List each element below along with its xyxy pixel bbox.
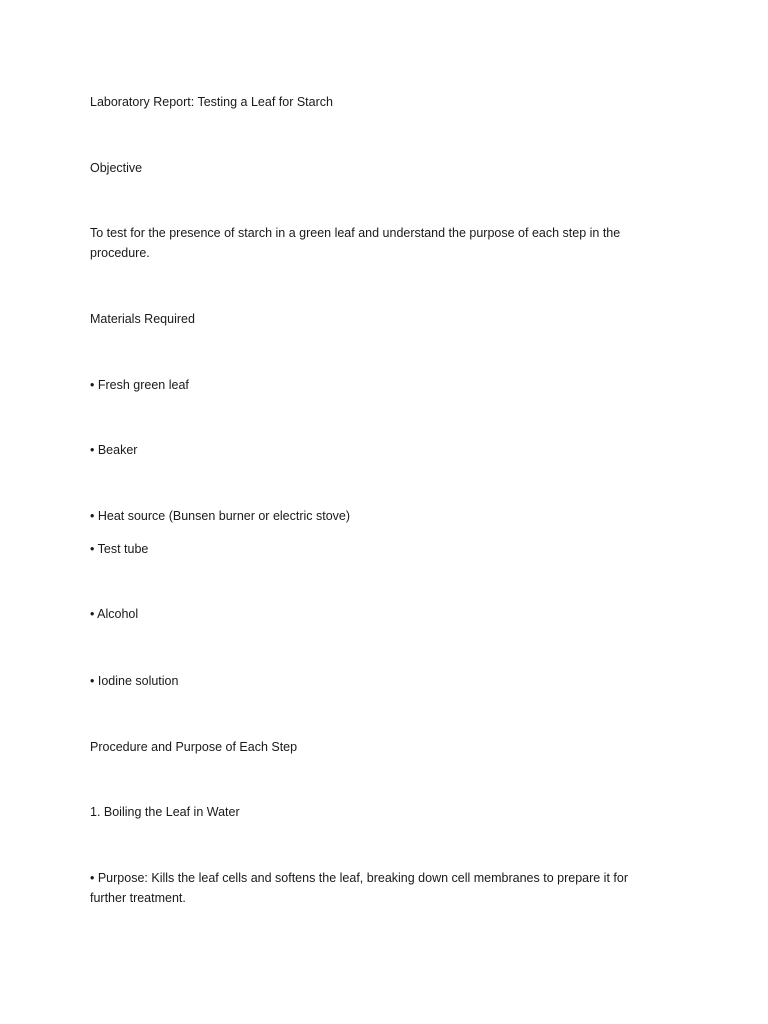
procedure-heading: Procedure and Purpose of Each Step <box>90 740 298 754</box>
material-item: • Heat source (Bunsen burner or electric stove) <box>90 509 351 523</box>
document-title: Laboratory Report: Testing a Leaf for Starch <box>90 95 333 109</box>
material-item: • Fresh green leaf <box>90 378 189 392</box>
material-item: • Test tube <box>90 542 149 556</box>
step-1-purpose: • Purpose: Kills the leaf cells and softens the leaf, breaking down cell membranes to prepare it for further treatment. <box>90 871 628 905</box>
material-item: • Beaker <box>90 443 138 457</box>
material-item: • Iodine solution <box>90 674 179 688</box>
materials-heading: Materials Required <box>90 312 195 326</box>
material-item: • Alcohol <box>90 607 139 621</box>
objective-heading: Objective <box>90 161 143 175</box>
objective-text: To test for the presence of starch in a green leaf and understand the purpose of each step in the procedure. <box>90 226 621 260</box>
step-1-title: 1. Boiling the Leaf in Water <box>90 805 240 819</box>
